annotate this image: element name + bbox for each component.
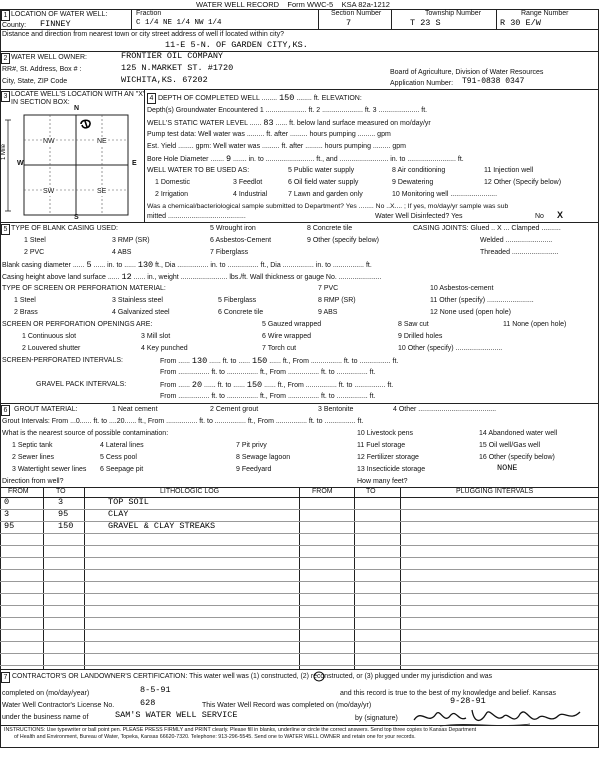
screen-12[interactable]: 12 None used (open hole) xyxy=(430,309,511,316)
township-label: Township Number xyxy=(425,10,482,17)
contam-3[interactable]: 3 Watertight sewer lines xyxy=(12,466,87,473)
diameter-label: Blank casing diameter xyxy=(2,262,71,269)
casing-label: TYPE OF BLANK CASING USED: xyxy=(11,225,118,232)
log-row-from[interactable]: 3 xyxy=(4,509,10,519)
use-6[interactable]: 6 Oil field water supply xyxy=(288,179,359,186)
direction-label: Direction from well? xyxy=(2,478,64,485)
log-header-to: TO xyxy=(56,488,66,495)
form-title: WATER WELL RECORD xyxy=(196,0,280,9)
log-header-from-2: FROM xyxy=(312,488,333,495)
casing-9[interactable]: 9 Other (specify below) xyxy=(307,237,379,244)
mile-label: 1 Mile xyxy=(1,143,7,160)
disinfected-no-mark: X xyxy=(557,210,564,220)
application-label: Application Number: xyxy=(390,80,454,87)
log-row-description[interactable]: CLAY xyxy=(108,509,129,519)
groundwater-line xyxy=(147,107,427,115)
casing-8[interactable]: 8 Concrete tile xyxy=(307,225,353,232)
casing-1[interactable]: 1 Steel xyxy=(24,237,46,244)
section-7-number: 7 xyxy=(1,672,10,683)
true-record-label: and this record is true to the best of my knowledge and belief. Kansas xyxy=(340,690,556,697)
grout-intervals[interactable]: Grout Intervals: From ...0...... ft. to ....20...... ft., From ................ ft. to ................ ft., From ................ ft. to ................ ft. xyxy=(2,418,364,425)
height-tail: in., weight ........................ lbs./ft. Wall thickness or gauge No. ...................... xyxy=(147,274,382,281)
opening-2[interactable]: 2 Louvered shutter xyxy=(22,345,81,352)
screen-2[interactable]: 2 Brass xyxy=(14,309,38,316)
log-rule-line xyxy=(0,521,598,522)
log-rule-line xyxy=(0,653,598,654)
screen-11[interactable]: 11 Other (specify) ........................ xyxy=(430,297,534,304)
log-rule-line xyxy=(0,557,598,558)
casing-welded[interactable]: Welded ........................ xyxy=(480,237,553,244)
perforated-interval-1: From ...... 130 ...... ft. to ...... 150 ...... ft., From ................ ft. to ................ ft. xyxy=(160,356,399,366)
license-value[interactable]: 628 xyxy=(140,698,156,708)
form-statute: KSA 82a-1212 xyxy=(341,0,390,9)
disinfected-no[interactable]: No xyxy=(535,213,544,220)
screen-5[interactable]: 5 Fiberglass xyxy=(218,297,257,304)
contam-6[interactable]: 6 Seepage pit xyxy=(100,466,144,473)
gravel-interval-1: From ...... 20 ...... ft. to ...... 150 ...... ft., From ................ ft. to ................ ft. xyxy=(160,380,394,390)
contam-12[interactable]: 12 Fertilizer storage xyxy=(357,454,419,461)
to-word: ft. to xyxy=(222,358,237,365)
pump-test-line[interactable]: Pump test data: Well water was ......... ft. after ......... hours pumping ......... gpm xyxy=(147,131,391,138)
contam-7[interactable]: 7 Pit privy xyxy=(236,442,267,449)
log-row-from[interactable]: 0 xyxy=(4,497,10,507)
grout-4[interactable]: 4 Other ........................................ xyxy=(393,406,497,413)
from-word: From xyxy=(160,382,177,389)
quad-se[interactable]: SE xyxy=(97,188,107,195)
completed-value[interactable]: 8-5-91 xyxy=(140,685,171,695)
screen-9[interactable]: 9 ABS xyxy=(318,309,338,316)
compass-east: E xyxy=(132,160,137,167)
static-tail: ft. below land surface measured on mo/day/yr xyxy=(289,120,431,127)
section-6-number: 6 xyxy=(1,405,10,416)
certification-label: CONTRACTOR'S OR LANDOWNER'S CERTIFICATION: This water well was (1) constructed, (2) reconstructed, or (3) plugged under my jurisdiction and was xyxy=(12,673,493,680)
log-header-to-2: TO xyxy=(366,488,376,495)
constructed-circle-icon xyxy=(313,671,325,682)
instructions-line-1: INSTRUCTIONS: Use typewriter or ball point pen. PLEASE PRESS FIRMLY and PRINT clearly. Please fill in blanks, underline or circle the correct answers. Send top three copies to Kansas Department xyxy=(4,727,477,733)
opening-4[interactable]: 4 Key punched xyxy=(141,345,188,352)
use-label: WELL WATER TO BE USED AS: xyxy=(147,167,250,174)
compass-west: W xyxy=(17,160,24,167)
screen-1[interactable]: 1 Steel xyxy=(14,297,36,304)
log-header-plugging: PLUGGING INTERVALS xyxy=(456,488,534,495)
log-rule-line xyxy=(0,593,598,594)
screen-4[interactable]: 4 Galvanized steel xyxy=(112,309,170,316)
log-rule-line xyxy=(0,545,598,546)
use-3[interactable]: 3 Feedlot xyxy=(233,179,263,186)
county-value[interactable]: FINNEY xyxy=(40,19,71,29)
bore-tail: in. to ......................... ft., and ......................... in. to ......................... ft. xyxy=(248,156,464,163)
groundwater-label: Depth(s) Groundwater Encountered xyxy=(147,107,258,114)
depth-line: 4 DEPTH OF COMPLETED WELL ........ 150 ........ ft. ELEVATION: xyxy=(147,93,362,104)
board-label: Board of Agriculture, Division of Water Resources xyxy=(390,69,544,76)
section-2-number: 2 xyxy=(1,53,10,64)
quad-ne[interactable]: NE xyxy=(97,138,107,145)
contam-2[interactable]: 2 Sewer lines xyxy=(12,454,55,461)
height-label: Casing height above land surface xyxy=(2,274,106,281)
log-rule-line xyxy=(0,629,598,630)
gravel-to-value[interactable]: 150 xyxy=(246,380,263,390)
locate-label: LOCATE WELL'S LOCATION WITH AN "X" IN SECTION BOX: xyxy=(11,91,146,107)
groundwater-blanks[interactable]: 1 ..................... ft. 2 ..................... ft. 3 ..................... ft. xyxy=(259,107,428,114)
bore-label: Bore Hole Diameter xyxy=(147,156,209,163)
section-1-number: 1 xyxy=(1,10,10,21)
log-table xyxy=(0,487,598,669)
height-line: Casing height above land surface ...... 12 ...... in., weight ........................ lbs./ft. Wall thickness or gauge No. ...................... xyxy=(2,272,382,282)
use-7[interactable]: 7 Lawn and garden only xyxy=(288,191,363,198)
distance-value[interactable]: 11-E 5-N. OF GARDEN CITY,KS. xyxy=(165,40,308,50)
log-row-to[interactable]: 95 xyxy=(58,509,69,519)
use-11[interactable]: 11 Injection well xyxy=(484,167,534,174)
how-many-feet-label: How many feet? xyxy=(357,478,408,485)
fraction-value[interactable]: C 1/4 NE 1/4 NW 1/4 xyxy=(136,19,222,27)
perf-to-value[interactable]: 150 xyxy=(251,356,268,366)
to-word: ft. to xyxy=(217,382,232,389)
grout-3[interactable]: 3 Bentonite xyxy=(318,406,354,413)
log-header-lithologic: LITHOLOGIC LOG xyxy=(160,488,220,495)
application-value[interactable]: T91-0838 0347 xyxy=(462,77,525,86)
license-label: Water Well Contractor's License No. xyxy=(2,702,115,709)
depth-units: ft. ELEVATION: xyxy=(313,95,362,102)
log-rule-line xyxy=(0,641,598,642)
screen-8[interactable]: 8 RMP (SR) xyxy=(318,297,356,304)
diameter-tail: ft., Dia ................ in. to ................ ft., Dia ................ in. to ................ ft. xyxy=(155,262,372,269)
depth-label: DEPTH OF COMPLETED WELL xyxy=(157,95,260,102)
form-number: Form WWC-5 xyxy=(287,0,334,9)
use-4[interactable]: 4 Industrial xyxy=(233,191,268,198)
yield-line[interactable]: Est. Yield ........ gpm: Well water was ......... ft. after ......... hours pumping ......... gpm xyxy=(147,143,406,150)
section-5-number: 5 xyxy=(1,224,10,235)
perforated-intervals-label: SCREEN-PERFORATED INTERVALS: xyxy=(2,357,123,364)
log-row-to[interactable]: 3 xyxy=(58,497,64,507)
owner-label: WATER WELL OWNER: xyxy=(11,54,87,61)
fraction-label: Fraction xyxy=(136,10,162,17)
log-header-from: FROM xyxy=(8,488,29,495)
screen-3[interactable]: 3 Stainless steel xyxy=(112,297,163,304)
township-value[interactable]: T 23 S xyxy=(410,18,441,28)
ft-word: ft., From ................ ft. to ................ ft. xyxy=(282,358,399,365)
completed-label: completed on (mo/day/year) xyxy=(2,690,90,697)
quad-nw[interactable]: NW xyxy=(43,138,55,145)
diameter-line: Blank casing diameter ...... 5 ...... in. to ...... 130 ft., Dia ................ in. to ................ ft., Dia ................ in. to ................ ft. xyxy=(2,260,372,270)
log-rule-line xyxy=(0,569,598,570)
opening-8[interactable]: 8 Saw cut xyxy=(398,321,429,328)
contamination-label: What is the nearest source of possible contamination: xyxy=(2,430,169,437)
business-label: under the business name of xyxy=(2,714,89,721)
opening-6[interactable]: 6 Wire wrapped xyxy=(262,333,312,340)
compass-south: S xyxy=(74,214,79,221)
opening-11[interactable]: 11 None (open hole) xyxy=(503,321,567,328)
screen-7[interactable]: 7 PVC xyxy=(318,285,339,292)
opening-7[interactable]: 7 Torch cut xyxy=(262,345,297,352)
casing-threaded[interactable]: Threaded ........................ xyxy=(480,249,559,256)
use-9[interactable]: 9 Dewatering xyxy=(392,179,434,186)
opening-9[interactable]: 9 Drilled holes xyxy=(398,333,443,340)
log-row-description[interactable]: GRAVEL & CLAY STREAKS xyxy=(108,521,216,531)
use-12[interactable]: 12 Other (Specify below) xyxy=(484,179,562,186)
section-number-value[interactable]: 7 xyxy=(346,18,352,28)
log-row-description[interactable]: TOP SOIL xyxy=(108,497,149,507)
grout-label: GROUT MATERIAL: xyxy=(14,406,78,413)
opening-1[interactable]: 1 Continuous slot xyxy=(22,333,77,340)
location-label: LOCATION OF WATER WELL: xyxy=(11,11,108,18)
section-number-label: Section Number xyxy=(331,10,382,17)
use-2[interactable]: 2 Irrigation xyxy=(155,191,189,198)
compass-north: N xyxy=(74,105,80,112)
screen-10[interactable]: 10 Asbestos-cement xyxy=(430,285,494,292)
casing-7[interactable]: 7 Fiberglass xyxy=(210,249,249,256)
contam-5[interactable]: 5 Cess pool xyxy=(100,454,137,461)
contam-10[interactable]: 10 Livestock pens xyxy=(357,430,414,437)
address-label: RR#, St. Address, Box # : xyxy=(2,66,82,73)
opening-10[interactable]: 10 Other (specify) ........................ xyxy=(398,345,503,352)
contam-other-value[interactable]: NONE xyxy=(497,463,518,473)
casing-5[interactable]: 5 Wrought iron xyxy=(210,225,256,232)
contam-15[interactable]: 15 Oil well/Gas well xyxy=(479,442,541,449)
casing-joints[interactable]: CASING JOINTS: Glued .. X ... Clamped .......... xyxy=(413,225,561,232)
diameter-to-value[interactable]: 130 xyxy=(137,260,154,270)
section-box xyxy=(1,105,142,222)
static-line: WELL'S STATIC WATER LEVEL ...... 83 ...... ft. below land surface measured on mo/day/yr xyxy=(147,118,431,128)
gravel-from-value[interactable]: 20 xyxy=(191,380,203,390)
openings-label: SCREEN OR PERFORATION OPENINGS ARE: xyxy=(2,321,153,328)
city-value[interactable]: WICHITA,KS. 67202 xyxy=(121,75,208,85)
log-row-from[interactable]: 95 xyxy=(4,521,15,531)
quad-sw[interactable]: SW xyxy=(43,188,55,195)
diameter-value[interactable]: 5 xyxy=(86,260,92,270)
from-word: From xyxy=(160,358,177,365)
business-value[interactable]: SAM'S WATER WELL SERVICE xyxy=(115,710,238,720)
casing-2[interactable]: 2 PVC xyxy=(24,249,45,256)
instructions-line-2: of Health and Environment, Bureau of Water, Topeka, Kansas 66620-7320. Telephone: 913-296-5545. Send one to WATER WELL OWNER and retain one for your records. xyxy=(14,734,416,740)
disinfected-label: Water Well Disinfected? Yes xyxy=(375,213,463,220)
contam-13[interactable]: 13 Insecticide storage xyxy=(357,466,426,473)
casing-4[interactable]: 4 ABS xyxy=(112,249,132,256)
contam-14[interactable]: 14 Abandoned water well xyxy=(479,430,558,437)
static-value[interactable]: 83 xyxy=(263,118,274,128)
contam-11[interactable]: 11 Fuel storage xyxy=(357,442,406,449)
height-value[interactable]: 12 xyxy=(121,272,132,282)
bore-line: Bore Hole Diameter ....... 9 ....... in. to ......................... ft., and ......................... in. to ......................... ft. xyxy=(147,154,464,164)
bore-value[interactable]: 9 xyxy=(225,154,232,164)
screen-6[interactable]: 6 Concrete tile xyxy=(218,309,264,316)
chem-sample-line-2[interactable]: mitted ........................................ xyxy=(147,213,246,220)
chem-sample-line[interactable]: Was a chemical/bacteriological sample submitted to Department? Yes ........ No ..X.... ; If yes, mo/day/yr sample was sub xyxy=(147,203,509,210)
grout-1[interactable]: 1 Neat cement xyxy=(112,406,158,413)
record-completed-value[interactable]: 9-28-91 xyxy=(450,696,486,706)
log-row-to[interactable]: 150 xyxy=(58,521,74,531)
use-8[interactable]: 8 Air conditioning xyxy=(392,167,446,174)
contam-1[interactable]: 1 Septic tank xyxy=(12,442,53,449)
contam-9[interactable]: 9 Feedyard xyxy=(236,466,272,473)
casing-6[interactable]: 6 Asbestos-Cement xyxy=(210,237,272,244)
range-value[interactable]: R 30 E/W xyxy=(500,18,541,28)
distance-label: Distance and direction from nearest town or city street address of well if located within city? xyxy=(2,31,285,38)
log-rule-line xyxy=(0,533,598,534)
contam-4[interactable]: 4 Lateral lines xyxy=(100,442,144,449)
contam-8[interactable]: 8 Sewage lagoon xyxy=(236,454,291,461)
opening-3[interactable]: 3 Mill slot xyxy=(141,333,171,340)
gravel-interval-2[interactable]: From ................ ft. to ................ ft., From ................ ft. to ................ ft. xyxy=(160,393,376,400)
owner-value[interactable]: FRONTIER OIL COMPANY xyxy=(121,51,224,61)
casing-3[interactable]: 3 RMP (SR) xyxy=(112,237,150,244)
contam-16[interactable]: 16 Other (specify below) xyxy=(479,454,555,461)
perforated-interval-2[interactable]: From ................ ft. to ................ ft., From ................ ft. to ................ ft. xyxy=(160,369,376,376)
city-label: City, State, ZIP Code xyxy=(2,78,68,85)
county-label: County: xyxy=(2,22,27,29)
perf-from-value[interactable]: 130 xyxy=(191,356,208,366)
opening-5[interactable]: 5 Gauzed wrapped xyxy=(262,321,322,328)
address-value[interactable]: 125 N.MARKET ST. #1720 xyxy=(121,63,234,73)
gravel-label: GRAVEL PACK INTERVALS: xyxy=(36,381,127,388)
use-10[interactable]: 10 Monitoring well ........................ xyxy=(392,191,498,198)
log-rule-line xyxy=(0,605,598,606)
use-5[interactable]: 5 Public water supply xyxy=(288,167,355,174)
range-label: Range Number xyxy=(521,10,569,17)
log-rule-line xyxy=(0,617,598,618)
use-1[interactable]: 1 Domestic xyxy=(155,179,191,186)
depth-value[interactable]: 150 xyxy=(279,93,295,103)
log-rule-line xyxy=(0,581,598,582)
ft-word: ft., From ................ ft. to ................ ft. xyxy=(277,382,394,389)
grout-2[interactable]: 2 Cement grout xyxy=(210,406,259,413)
log-rule-line xyxy=(0,665,598,666)
signature-label: by (signature) xyxy=(355,715,398,722)
log-rule-line xyxy=(0,509,598,510)
screen-material-label: TYPE OF SCREEN OR PERFORATION MATERIAL: xyxy=(2,285,166,292)
section-4-marker: 4 xyxy=(147,93,156,104)
section-3-number: 3 xyxy=(1,91,10,102)
static-label: WELL'S STATIC WATER LEVEL xyxy=(147,120,248,127)
record-completed-label: This Water Well Record was completed on (mo/day/yr) xyxy=(202,702,372,709)
well-location-mark-icon[interactable] xyxy=(78,116,94,132)
